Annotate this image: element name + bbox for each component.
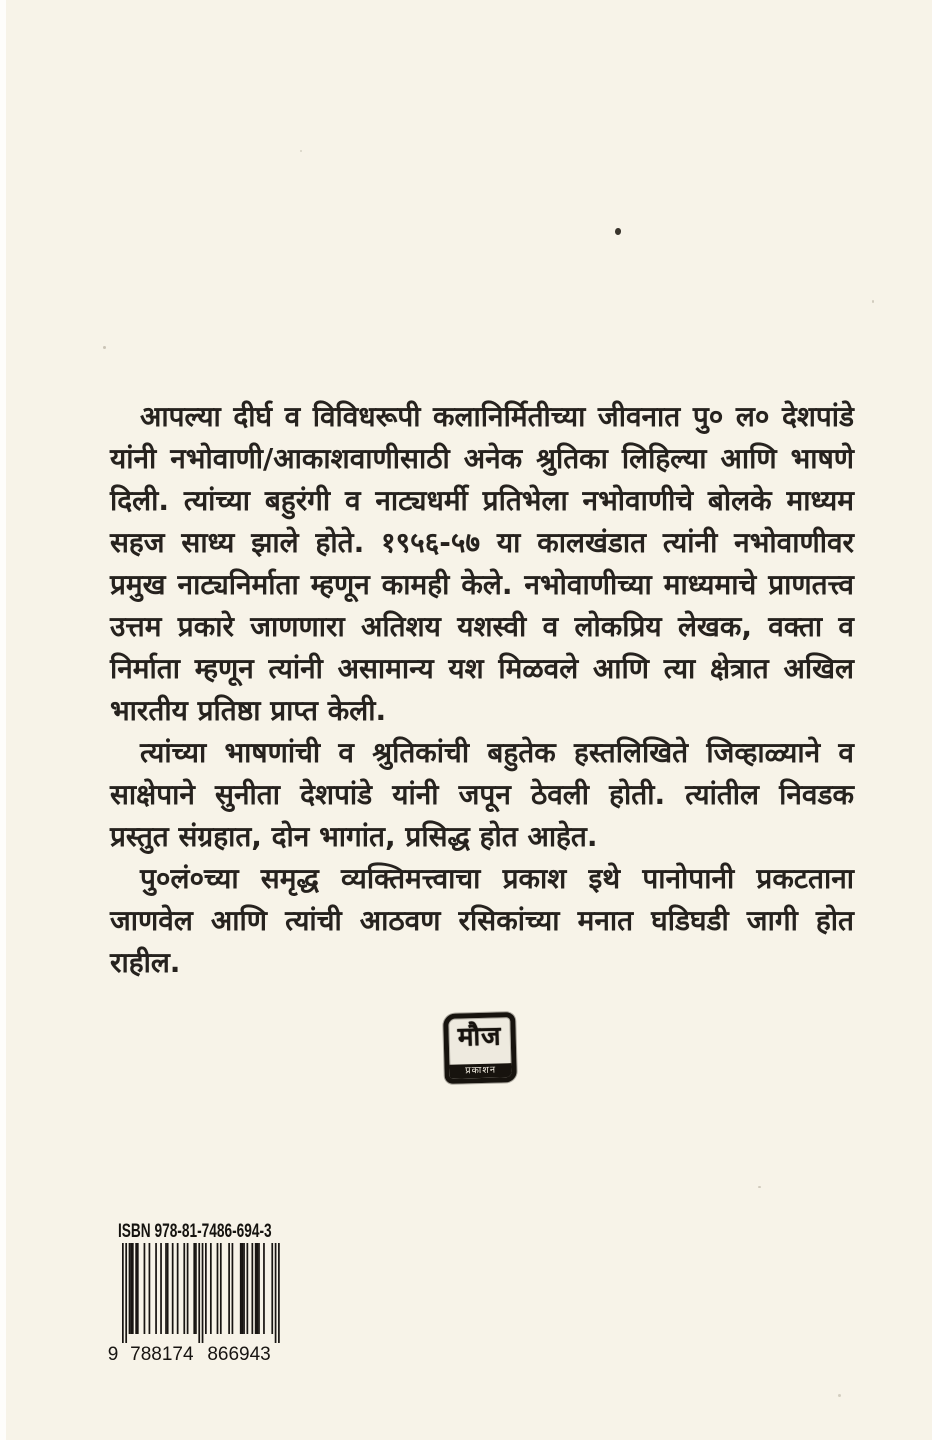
ean13-barcode (106, 1243, 298, 1367)
blurb-line: राहील. (110, 946, 181, 979)
barcode-digits-left: 788174 (130, 1344, 194, 1365)
blurb-text (110, 396, 854, 984)
barcode-digits-right: 866943 (207, 1344, 271, 1365)
blurb-line: उत्तम प्रकारे जाणणारा अतिशय यशस्वी व लोकप्रिय लेखक, वक्ता व (110, 610, 854, 643)
publisher-stamp-title: मौज (457, 1021, 502, 1053)
blurb-line: सहज साध्य झाले होते. १९५६-५७ या कालखंडात त्यांनी नभोवाणीवर (110, 526, 854, 559)
blurb-line: त्यांच्या भाषणांची व श्रुतिकांची बहुतेक हस्तलिखिते जिव्हाळ्याने व (140, 736, 854, 769)
paper-speck (103, 346, 106, 349)
ink-speck (615, 228, 621, 235)
blurb-line: भारतीय प्रतिष्ठा प्राप्त केली. (110, 694, 387, 727)
paper-speck (872, 300, 874, 303)
blurb-line: दिली. त्यांच्या बहुरंगी व नाट्यधर्मी प्रतिभेला नभोवाणीचे बोलके माध्यम (110, 484, 854, 517)
blurb-line: आपल्या दीर्घ व विविधरूपी कलानिर्मितीच्या जीवनात पु० ल० देशपांडे (140, 400, 854, 433)
blurb-line: जाणवेल आणि त्यांची आठवण रसिकांच्या मनात घडिघडी जागी होत (110, 904, 854, 937)
paper-speck (838, 1394, 841, 1397)
blurb-line: साक्षेपाने सुनीता देशपांडे यांनी जपून ठेवली होती. त्यांतील निवडक (110, 778, 854, 811)
blurb-line: प्रमुख नाट्यनिर्माता म्हणून कामही केले. नभोवाणीच्या माध्यमाचे प्राणतत्त्व (110, 568, 854, 601)
blurb-line: यांनी नभोवाणी/आकाशवाणीसाठी अनेक श्रुतिका लिहिल्या आणि भाषणे (110, 442, 854, 475)
paper-speck (758, 1186, 761, 1188)
paper-speck (300, 150, 302, 152)
barcode-digit-prefix: 9 (107, 1344, 119, 1365)
blurb-line: निर्माता म्हणून त्यांनी असामान्य यश मिळवले आणि त्या क्षेत्रात अखिल (110, 652, 854, 685)
blurb-line: प्रस्तुत संग्रहात, दोन भागांत, प्रसिद्ध होत आहेत. (110, 820, 598, 853)
publisher-stamp-subtitle: प्रकाशन (449, 1063, 511, 1079)
scan-edge (0, 0, 6, 1440)
publisher-stamp (443, 1012, 517, 1084)
blurb-line: पु०लं०च्या समृद्ध व्यक्तिमत्त्वाचा प्रकाश इथे पानोपानी प्रकटताना (140, 862, 854, 895)
isbn-label: ISBN 978-81-7486-694-3 (118, 1221, 272, 1242)
